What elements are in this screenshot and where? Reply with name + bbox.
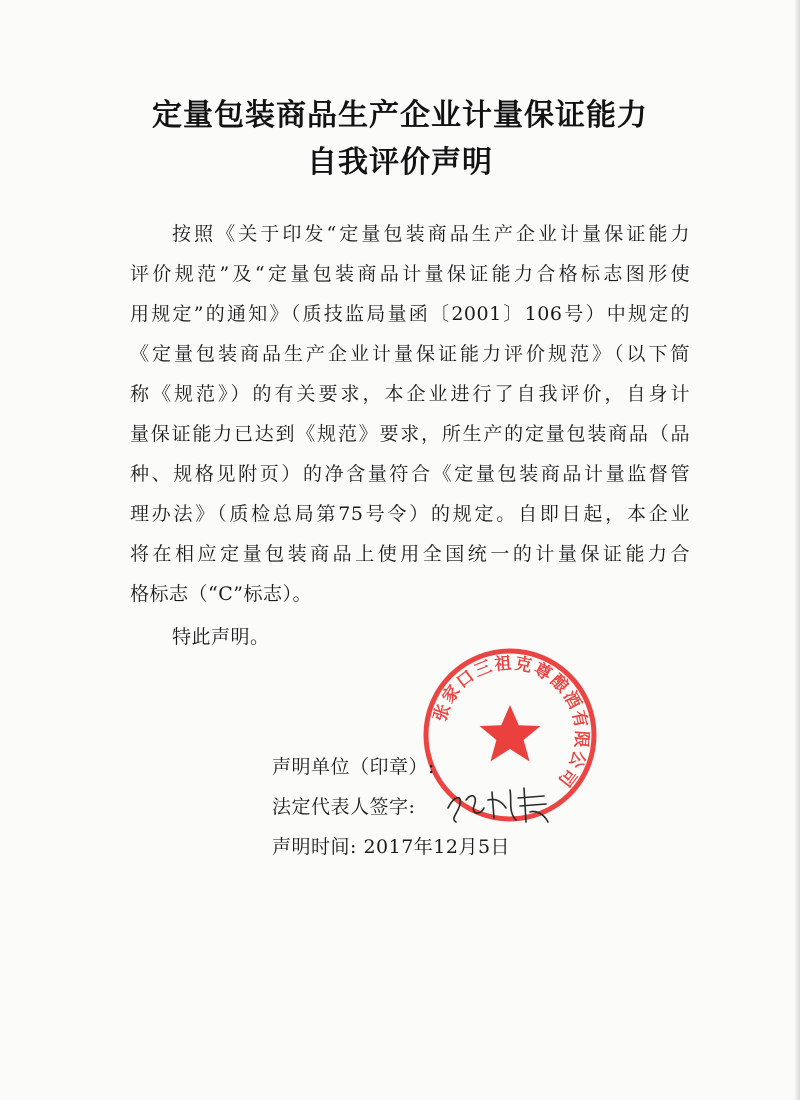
handwritten-signature [440, 778, 560, 828]
closing-statement: 特此声明。 [172, 626, 270, 648]
seal-star-icon [480, 705, 541, 762]
body-line: 评价规范”及“定量包装商品计量保证能力合格标志图形使 [130, 263, 690, 285]
seal-text: 张家口三祖克尊酿酒有限公司 [430, 653, 592, 792]
body-line: 量保证能力已达到《规范》要求，所生产的定量包装商品（品 [130, 423, 690, 445]
document-title-line2: 自我评价声明 [307, 145, 493, 180]
body-line: 格标志（“C”标志）。 [130, 583, 312, 605]
document-title-line1: 定量包装商品生产企业计量保证能力 [152, 98, 648, 133]
legal-representative-label: 法定代表人签字: [272, 796, 416, 818]
body-line: 种、规格见附页）的净含量符合《定量包装商品计量监督管 [130, 463, 690, 485]
body-line: 将在相应定量包装商品上使用全国统一的计量保证能力合 [130, 543, 690, 565]
declaring-unit-label: 声明单位（印章）: [272, 756, 435, 778]
declaration-date: 声明时间: 2017年12月5日 [272, 836, 511, 858]
body-line: 理办法》（质检总局第75号令）的规定。自即日起，本企业 [130, 503, 690, 525]
page-edge-shadow [794, 0, 800, 1100]
body-line: 称《规范》）的有关要求，本企业进行了自我评价，自身计 [130, 383, 690, 405]
body-line: 用规定”的通知》（质技监局量函〔2001〕106号）中规定的 [130, 303, 690, 325]
body-line: 按照《关于印发“定量包装商品生产企业计量保证能力 [172, 223, 690, 245]
body-line: 《定量包装商品生产企业计量保证能力评价规范》（以下简 [130, 343, 690, 365]
